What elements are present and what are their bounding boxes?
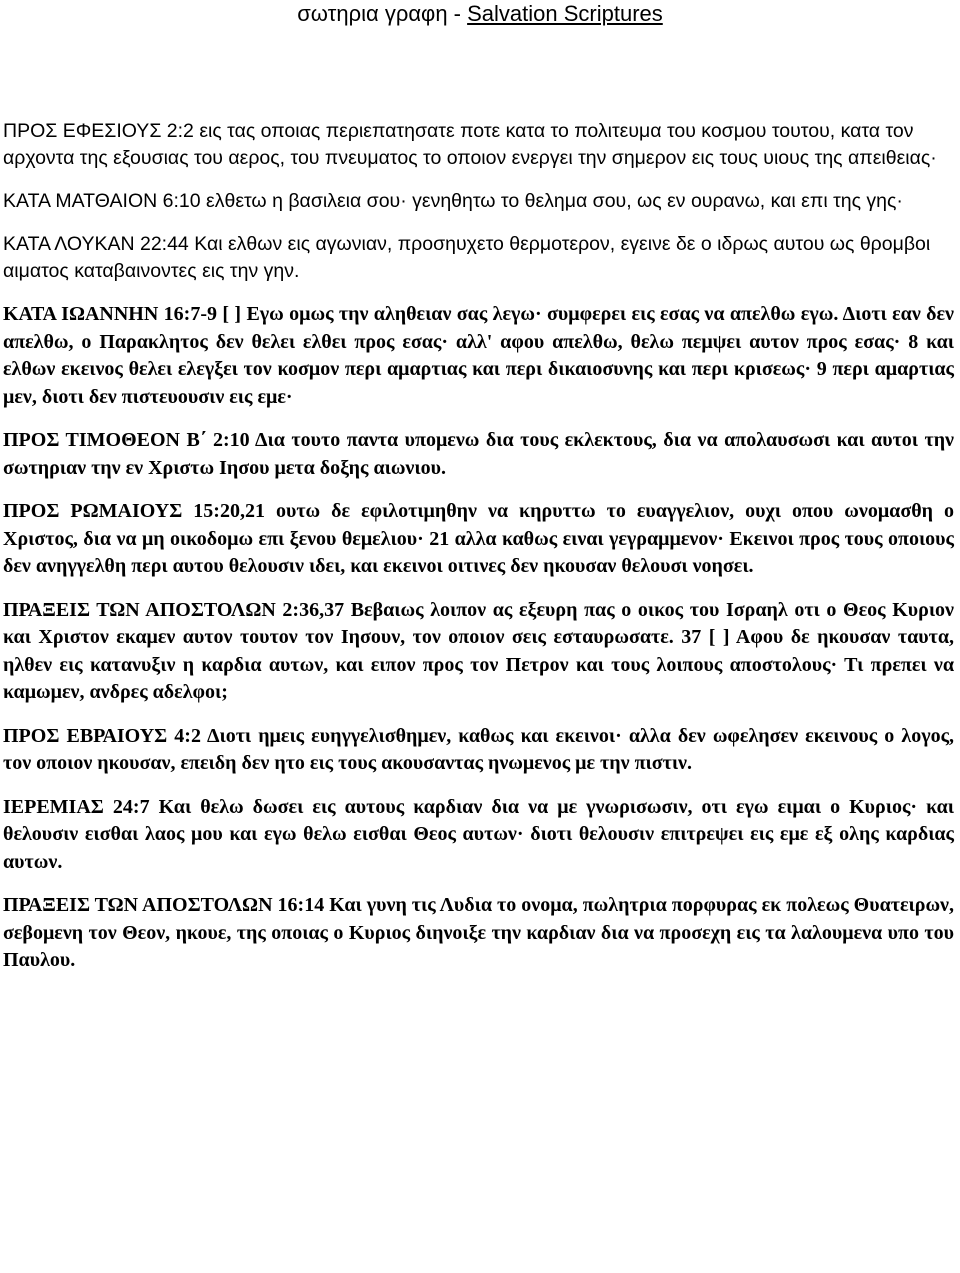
verse-list <box>3 118 954 991</box>
verse-text: Και ελθων εις αγωνιαν, προσηυχετο θερμοτερον, εγεινε δε ο ιδρως αυτου ως θρομβοι αιματος καταβαινοντες εις την γην. <box>3 233 931 282</box>
verse-text: Δια τουτο παντα υπομενω δια τους εκλεκτους, δια να απολαυσωσι και αυτοι την σωτηριαν την εν Χριστω Ιησου μετα δοξης αιωνιου. <box>3 429 954 479</box>
page-title: σωτηρια γραφη - <box>297 1 468 26</box>
verse-ephesians-2-2 <box>3 118 954 172</box>
verse-acts-2-36-37 <box>3 597 954 707</box>
verse-text: Και θελω δωσει εις αυτους καρδιαν δια να με γνωρισωσιν, οτι εγω ειμαι ο Κυριος· και θελουσιν εισθαι λαος μου και εγω θελω εισθαι Θεος αυτων· διοτι θελουσιν επιτρεψει εις εμε εξ ολης καρδιας αυτων. <box>3 795 954 873</box>
verse-luke-22-44 <box>3 231 954 285</box>
verse-reference: ΠΡΟΣ ΡΩΜΑΙΟΥΣ 15:20,21 <box>3 500 265 522</box>
verse-reference: ΠΡΟΣ ΕΦΕΣΙΟΥΣ 2:2 <box>3 120 194 142</box>
verse-jeremiah-24-7 <box>3 794 954 877</box>
verse-reference: ΠΡΑΞΕΙΣ ΤΩΝ ΑΠΟΣΤΟΛΩΝ 16:14 <box>3 894 325 916</box>
verse-reference: ΠΡΟΣ ΕΒΡΑΙΟΥΣ 4:2 <box>3 724 201 747</box>
verse-text: [ ] Εγω ομως την αληθειαν σας λεγω· συμφερει εις εσας να απελθω εγω. Διοτι εαν δεν απελθω, ο Παρακλητος δεν θελει ελθει προς εσας· αλλ' αφου απελθω, θελω πεμψει αυτον προς εσας· 8 και ελθων εκεινος θελει ελεγξει τον κοσμον περι αμαρτιας και περι δικαιοσυνης και περι κρισεως· 9 περι αμαρτιας μεν, διοτι δεν πιστευουσιν εις εμε· <box>3 303 954 408</box>
verse-text: ουτω δε εφιλοτιμηθην να κηρυττω το ευαγγελιον, ουχι οπου ωνομασθη ο Χριστος, δια να μη οικοδομω επι ξενου θεμελιου· 21 αλλα καθως ειναι γεγραμμενον· Εκεινοι προς τους οποιους δεν ανηγγελθη περι αυτου θελουσιν ιδει, και εκεινοι οιτινες δεν ηκουσαν θελουσι νοησει. <box>3 500 955 577</box>
verse-text: Και γυνη τις Λυδια το ονομα, πωλητρια πορφυρας εκ πολεως Θυατειρων, σεβομενη τον Θεον, ηκουε, της οποιας ο Κυριος διηνοιξε την καρδιαν δια να προσεχη εις τα λαλουμενα υπο του Παυλου. <box>3 894 954 971</box>
verse-text: Βεβαιως λοιπον ας εξευρη πας ο οικος του Ισραηλ οτι ο Θεος Κυριον και Χριστον εκαμεν αυτον τουτον τον Ιησουν, τον οποιον σεις εσταυρωσατε. 37 [ ] Αφου δε ηκουσαν ταυτα, ηλθεν εις κατανυξιν η καρδια αυτων, και ειπον προς τον Πετρον και τους λοιπους αποστολους· Τι πρεπει να καμωμεν, ανδρες αδελφοι; <box>3 598 954 703</box>
verse-matthew-6-10 <box>3 188 954 215</box>
verse-reference: ΚΑΤΑ ΛΟΥΚΑΝ 22:44 <box>3 233 189 255</box>
verse-reference: ΙΕΡΕΜΙΑΣ 24:7 <box>3 795 150 818</box>
verse-reference: ΚΑΤΑ ΙΩΑΝΝΗΝ 16:7-9 <box>3 303 217 325</box>
verse-text: Διοτι ημεις ευηγγελισθημεν, καθως και εκεινοι· αλλα δεν ωφελησεν εκεινους ο λογος, τον οποιον ηκουσαν, επειδη δεν ητο εις τους ακουσαντας ηνωμενος με την πιστιν. <box>3 724 955 774</box>
verse-2-timothy-2-10 <box>3 427 954 482</box>
verse-romans-15-20-21 <box>3 498 954 581</box>
salvation-scriptures-link[interactable]: Salvation Scriptures <box>467 1 663 26</box>
verse-text: εις τας οποιας περιεπατησατε ποτε κατα το πολιτευμα του κοσμου τουτου, κατα τον αρχοντα της εξουσιας του αερος, του πνευματος το οποιον ενεργει την σημερον εις τους υιους της απειθειας· <box>3 120 937 169</box>
verse-hebrews-4-2 <box>3 723 954 778</box>
verse-john-16-7-9 <box>3 301 954 411</box>
verse-reference: ΠΡΟΣ ΤΙΜΟΘΕΟΝ Β΄ 2:10 <box>3 429 250 451</box>
page-header <box>0 0 960 27</box>
verse-text: ελθετω η βασιλεια σου· γενηθητω το θελημα σου, ως εν ουρανω, και επι της γης· <box>200 190 903 212</box>
verse-acts-16-14 <box>3 892 954 975</box>
verse-reference: ΠΡΑΞΕΙΣ ΤΩΝ ΑΠΟΣΤΟΛΩΝ 2:36,37 <box>3 598 345 621</box>
verse-reference: ΚΑΤΑ ΜΑΤΘΑΙΟΝ 6:10 <box>3 190 201 212</box>
